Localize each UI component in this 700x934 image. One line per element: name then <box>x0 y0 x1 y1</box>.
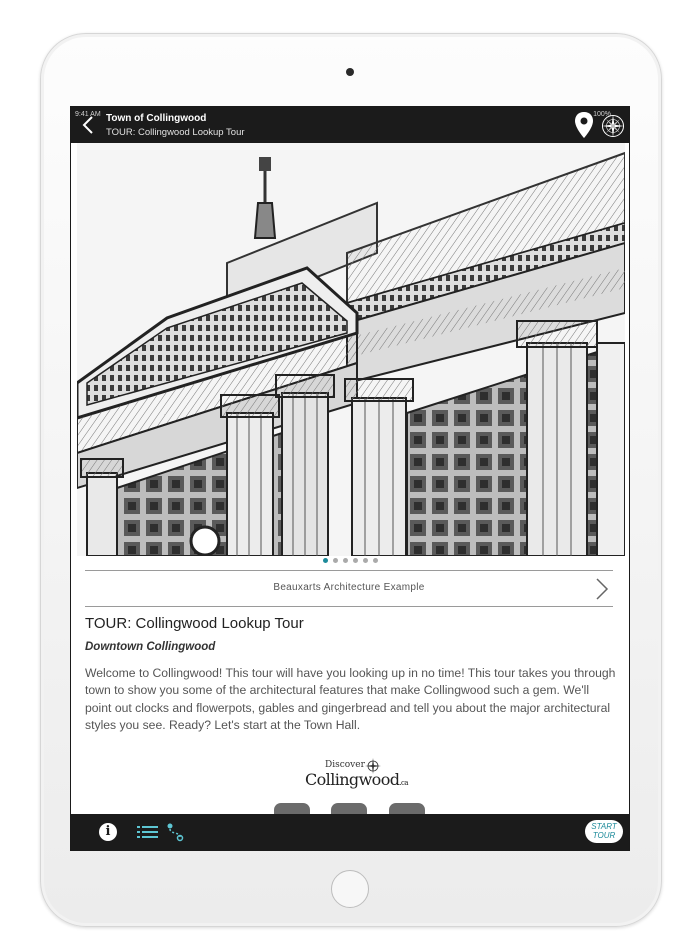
map-pin-icon[interactable] <box>573 111 595 139</box>
town-hall-sketch-illustration <box>77 143 625 556</box>
top-navigation-bar <box>71 107 629 143</box>
logo-name: Collingwood <box>305 770 400 789</box>
tour-title: TOUR: Collingwood Lookup Tour <box>85 615 304 632</box>
pagination-dot[interactable] <box>353 558 358 563</box>
info-icon[interactable]: i <box>99 823 117 841</box>
tour-location: Downtown Collingwood <box>85 641 216 653</box>
pagination-dot[interactable] <box>333 558 338 563</box>
image-caption-bar[interactable] <box>85 570 613 607</box>
bottom-toolbar <box>71 814 629 850</box>
pagination-dot[interactable] <box>373 558 378 563</box>
start-tour-label-line1: START <box>591 822 617 831</box>
status-time: 9:41 AM <box>75 111 101 118</box>
app-screen <box>70 106 630 851</box>
start-tour-label-line2: TOUR <box>592 830 616 840</box>
tour-description: Welcome to Collingwood! This tour will have you looking up in no time! This tour takes you through town to show you some of the architectural features that make Collingwood such a gem. We'll point out clocks and flowerpots, gables and gingerbread and tell you about the major architectural styles you see. Ready? Let's start at the Town Hall. <box>85 666 616 733</box>
route-map-icon[interactable] <box>165 822 185 842</box>
compass-icon[interactable] <box>601 114 625 138</box>
front-camera <box>346 68 354 76</box>
logo-discover-text: Discover <box>325 760 365 770</box>
chevron-right-icon[interactable] <box>595 577 609 601</box>
discover-collingwood-logo[interactable] <box>305 760 408 792</box>
back-arrow-icon[interactable] <box>79 114 99 136</box>
app-title: Town of Collingwood <box>106 113 207 124</box>
pagination-dot[interactable] <box>343 558 348 563</box>
gallery-pagination <box>71 558 629 563</box>
list-icon[interactable] <box>137 825 159 839</box>
logo-collingwood-text <box>305 770 408 789</box>
pagination-dot[interactable] <box>363 558 368 563</box>
home-button[interactable] <box>331 870 369 908</box>
tour-subtitle: TOUR: Collingwood Lookup Tour <box>106 127 245 138</box>
status-battery: 100% <box>593 111 611 118</box>
tour-hero-image[interactable] <box>77 143 625 556</box>
start-tour-button[interactable] <box>585 820 623 843</box>
logo-suffix: .ca <box>399 779 408 787</box>
image-caption: Beauxarts Architecture Example <box>273 582 425 593</box>
pagination-dot[interactable] <box>323 558 328 563</box>
